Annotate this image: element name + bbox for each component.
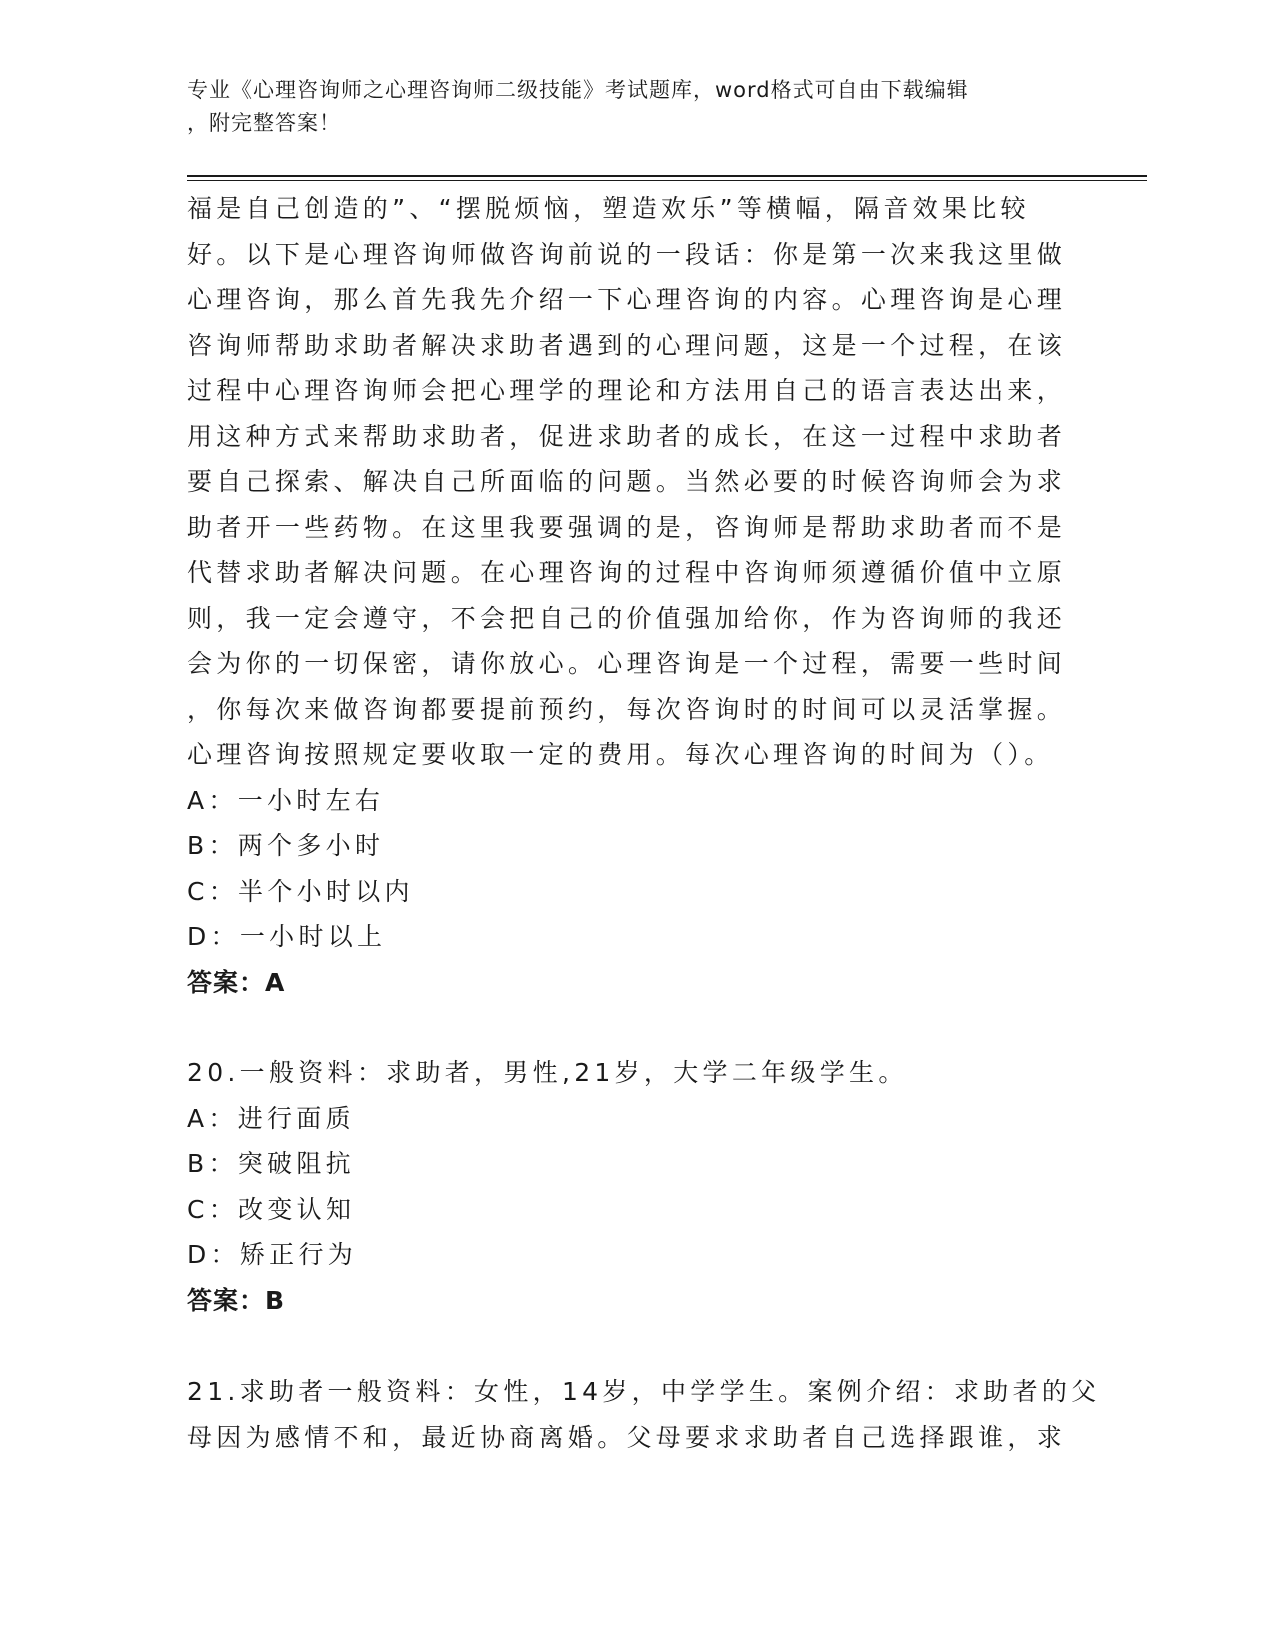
header-title-line-1: 专业《心理咨询师之心理咨询师二级技能》考试题库，word格式可自由下载编辑 [187, 78, 969, 102]
header-title-line-2: ，附完整答案！ [187, 111, 341, 135]
option-d: D：一小时以上 [187, 922, 387, 951]
question-text-line: 用这种方式来帮助求助者，促进求助者的成长，在这一过程中求助者 [187, 421, 1067, 451]
option-c: C：改变认知 [187, 1194, 356, 1224]
question-text-line: 会为你的一切保密，请你放心。心理咨询是一个过程，需要一些时间 [187, 649, 1067, 678]
answer: 答案：A [187, 967, 286, 997]
answer: 答案：B [187, 1285, 286, 1315]
option-b: B：两个多小时 [187, 831, 385, 860]
question-text-line: 过程中心理咨询师会把心理学的理论和方法用自己的语言表达出来， [187, 376, 1067, 405]
question-text-line: 则，我一定会遵守，不会把自己的价值强加给你，作为咨询师的我还 [187, 603, 1067, 633]
header-rule-thick [187, 175, 1147, 177]
question-21 [187, 1369, 1101, 1460]
option-d: D：矫正行为 [187, 1240, 358, 1269]
question-text-line: 心理咨询，那么首先我先介绍一下心理咨询的内容。心理咨询是心理 [187, 285, 1067, 314]
question-20 [187, 1050, 1077, 1323]
option-b: B：突破阻抗 [187, 1149, 355, 1178]
question-text-line: 要自己探索、解决自己所面临的问题。当然必要的时候咨询师会为求 [187, 467, 1067, 496]
question-text-line: 20.一般资料：求助者，男性,21岁，大学二年级学生。 [187, 1058, 908, 1087]
spacer [187, 1005, 1077, 1050]
header-rule-thin [187, 180, 1147, 181]
question-text-line: 福是自己创造的”、“摆脱烦恼，塑造欢乐”等横幅，隔音效果比较 [187, 194, 1030, 223]
question-text-line: 代替求助者解决问题。在心理咨询的过程中咨询师须遵循价值中立原 [187, 558, 1067, 587]
question-text-line: 助者开一些药物。在这里我要强调的是，咨询师是帮助求助者而不是 [187, 512, 1067, 542]
question-text-line: ，你每次来做咨询都要提前预约，每次咨询时的时间可以灵活掌握。 [187, 694, 1067, 724]
document-body [187, 186, 1101, 1460]
document-header [187, 74, 1087, 140]
question-text-line: 心理咨询按照规定要收取一定的费用。每次心理咨询的时间为（）。 [187, 740, 1054, 769]
spacer [187, 1323, 1077, 1369]
question-text-line: 母因为感情不和，最近协商离婚。父母要求求助者自己选择跟谁，求 [187, 1422, 1067, 1452]
question-19 [187, 186, 1077, 1005]
question-text-line: 咨询师帮助求助者解决求助者遇到的心理问题，这是一个过程，在该 [187, 330, 1067, 360]
question-text-line: 21.求助者一般资料：女性，14岁，中学学生。案例介绍：求助者的父 [187, 1377, 1101, 1406]
question-text-line: 好。以下是心理咨询师做咨询前说的一段话：你是第一次来我这里做 [187, 239, 1067, 269]
option-a: A：一小时左右 [187, 785, 385, 815]
option-c: C：半个小时以内 [187, 876, 414, 906]
option-a: A：进行面质 [187, 1103, 355, 1133]
